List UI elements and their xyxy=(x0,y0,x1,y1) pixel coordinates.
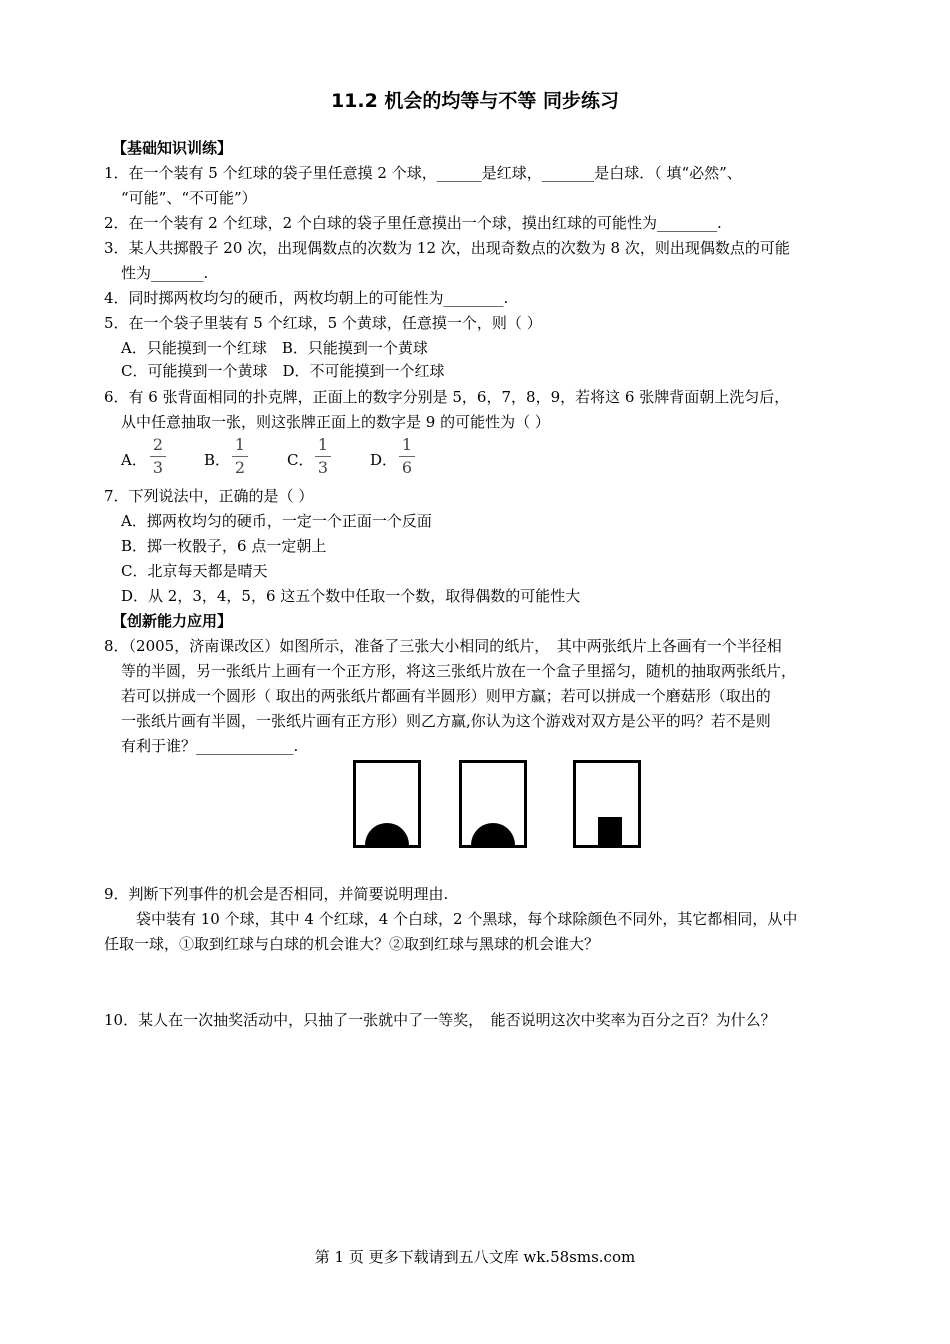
question-6-line-1: 6．有 6 张背面相同的扑克牌，正面上的数字分别是 5，6，7，8，9，若将这 6 张牌背面朝上洗匀后， xyxy=(104,388,790,406)
question-2: 2．在一个装有 2 个红球，2 个白球的袋子里任意摸出一个球，摸出红球的可能性为________. xyxy=(104,214,722,232)
question-6-option-d-fraction xyxy=(399,436,415,477)
paper-card-semicircle-2 xyxy=(459,760,527,848)
paper-card-semicircle-1 xyxy=(353,760,421,848)
question-6-line-2: 从中任意抽取一张，则这张牌正面上的数字是 9 的可能性为（ ） xyxy=(121,413,550,431)
semicircle-shape xyxy=(471,823,515,845)
square-shape xyxy=(598,817,622,845)
fraction-denominator: 6 xyxy=(401,458,413,477)
question-1-line-2: “可能”、“不可能”） xyxy=(121,189,257,207)
semicircle-shape xyxy=(365,823,409,845)
fraction-numerator: 1 xyxy=(401,435,413,454)
question-5-options-ab: A．只能摸到一个红球 B．只能摸到一个黄球 xyxy=(121,339,428,357)
page-footer: 第 1 页 更多下载请到五八文库 wk.58sms.com xyxy=(314,1248,636,1266)
page-title: 11.2 机会的均等与不等 同步练习 xyxy=(330,90,620,112)
question-1-line-1: 1．在一个装有 5 个红球的袋子里任意摸 2 个球，______是红球，_______是白球．（ 填“必然”、 xyxy=(104,164,742,182)
question-6-option-b-fraction xyxy=(232,436,248,477)
question-6-option-a-fraction xyxy=(150,436,166,477)
section-heading-basic: 【基础知识训练】 xyxy=(112,139,233,157)
question-8-line-4: 一张纸片画有半圆，一张纸片画有正方形）则乙方赢,你认为这个游戏对双方是公平的吗？若不是则 xyxy=(121,712,771,730)
question-5-options-cd: C．可能摸到一个黄球 D．不可能摸到一个红球 xyxy=(121,362,445,380)
question-7-option-a: A．掷两枚均匀的硬币，一定一个正面一个反面 xyxy=(121,512,432,530)
fraction-denominator: 3 xyxy=(152,458,164,477)
question-8-line-3: 若可以拼成一个圆形（ 取出的两张纸片都画有半圆形）则甲方赢；若可以拼成一个磨菇形（取出的 xyxy=(121,687,771,705)
question-8-line-5: 有利于谁？_____________. xyxy=(121,737,299,755)
fraction-numerator: 2 xyxy=(152,435,164,454)
question-8-line-1: 8．（2005，济南课改区）如图所示，准备了三张大小相同的纸片， 其中两张纸片上各画有一个半径相 xyxy=(104,637,782,655)
question-8-line-2: 等的半圆，另一张纸片上画有一个正方形，将这三张纸片放在一个盒子里摇匀，随机的抽取两张纸片， xyxy=(121,662,797,680)
question-6-option-a-label: A． xyxy=(121,451,147,469)
question-3-line-1: 3．某人共掷骰子 20 次，出现偶数点的次数为 12 次，出现奇数点的次数为 8 次，则出现偶数点的可能 xyxy=(104,239,790,257)
question-7-option-b: B．掷一枚骰子，6 点一定朝上 xyxy=(121,537,327,555)
question-7-option-d: D．从 2，3，4，5，6 这五个数中任取一个数，取得偶数的可能性大 xyxy=(121,587,581,605)
paper-card-square xyxy=(573,760,641,848)
question-9-line-1: 9．判断下列事件的机会是否相同，并简要说明理由. xyxy=(104,885,449,903)
question-10: 10．某人在一次抽奖活动中，只抽了一张就中了一等奖， 能否说明这次中奖率为百分之百？为什么？ xyxy=(104,1011,776,1029)
question-4: 4．同时掷两枚均匀的硬币，两枚均朝上的可能性为________. xyxy=(104,289,509,307)
fraction-bar xyxy=(232,456,248,457)
fraction-bar xyxy=(315,456,331,457)
fraction-denominator: 3 xyxy=(317,458,329,477)
question-7-stem: 7．下列说法中，正确的是（ ） xyxy=(104,487,314,505)
fraction-bar xyxy=(150,456,166,457)
question-9-line-3: 任取一球，①取到红球与白球的机会谁大？②取到红球与黑球的机会谁大？ xyxy=(104,935,600,953)
question-9-line-2: 袋中装有 10 个球，其中 4 个红球，4 个白球，2 个黑球，每个球除颜色不同外，其它都相同，从中 xyxy=(121,910,798,928)
fraction-numerator: 1 xyxy=(317,435,329,454)
section-heading-innovation: 【创新能力应用】 xyxy=(112,612,233,630)
question-6-option-b-label: B． xyxy=(204,451,231,469)
fraction-bar xyxy=(399,456,415,457)
fraction-numerator: 1 xyxy=(234,435,246,454)
question-3-line-2: 性为_______. xyxy=(121,264,209,282)
question-6-option-c-fraction xyxy=(315,436,331,477)
fraction-denominator: 2 xyxy=(234,458,246,477)
question-7-option-c: C．北京每天都是晴天 xyxy=(121,562,268,580)
question-6-option-c-label: C． xyxy=(287,451,314,469)
question-6-option-d-label: D． xyxy=(370,451,398,469)
question-5-stem: 5．在一个袋子里装有 5 个红球，5 个黄球，任意摸一个，则（ ） xyxy=(104,314,542,332)
